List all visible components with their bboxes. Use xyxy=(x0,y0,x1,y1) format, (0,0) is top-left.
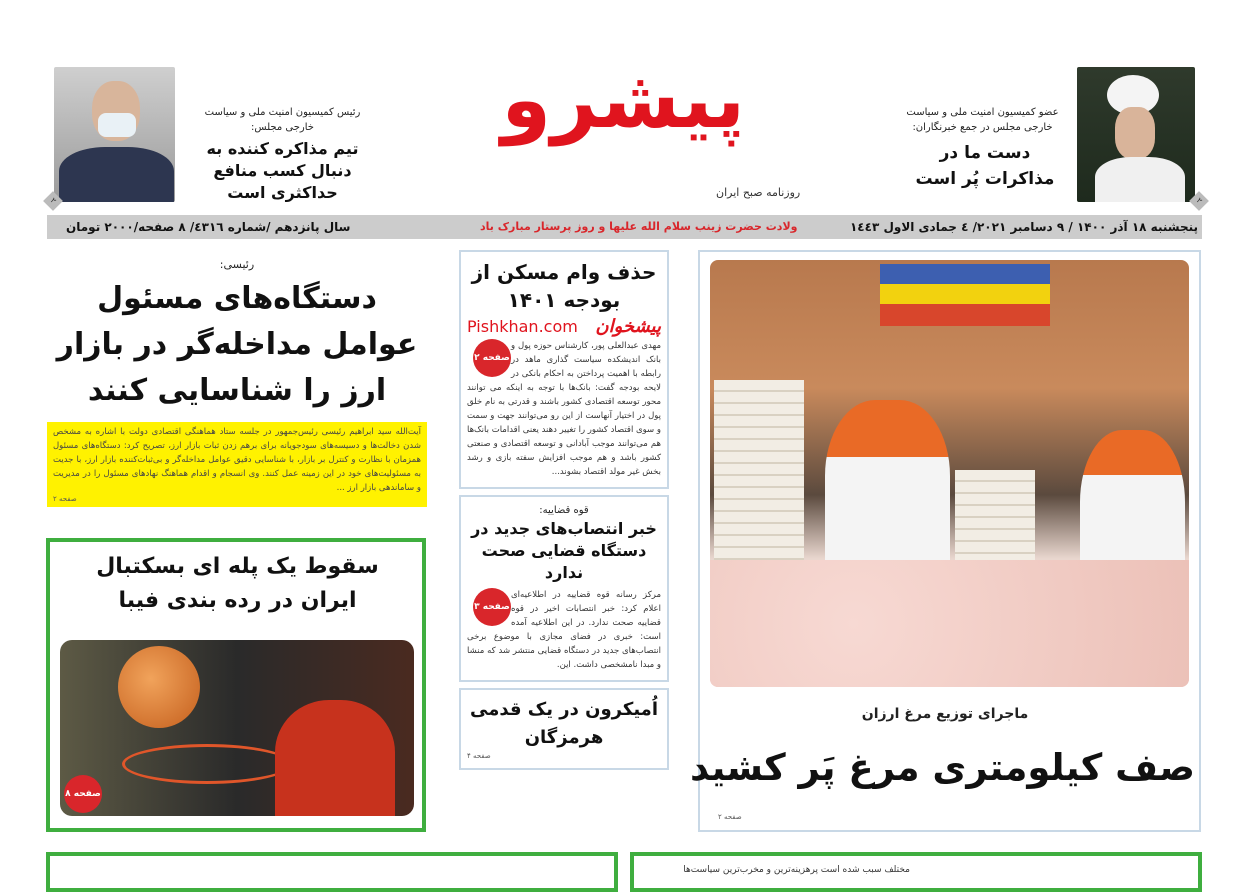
omicron-box xyxy=(459,688,669,770)
housing-loan-box xyxy=(459,250,669,489)
top-left-kicker: رئیس کمیسیون امنیت ملی و سیاست خارجی مجلس: xyxy=(204,107,361,133)
watermark-text: پیشخوان xyxy=(595,316,661,337)
watermark-url: Pishkhan.com xyxy=(467,317,578,336)
basketball-photo xyxy=(60,640,414,816)
lead-page-ref: صفحه ۲ xyxy=(53,495,77,503)
lead-summary-box xyxy=(47,422,427,507)
basketball-headline[interactable]: سقوط یک پله ای بسکتبال ایران در رده بندی فیبا xyxy=(96,554,379,613)
page-badge[interactable]: صفحه ۲ xyxy=(473,339,511,377)
judiciary-headline[interactable]: خبر انتصاب‌های جدید در دستگاه قضایی صحت ندارد xyxy=(471,519,657,582)
tagline: روزنامه صبح ایران xyxy=(716,186,801,199)
judiciary-box xyxy=(459,495,669,682)
page-badge[interactable]: صفحه ۳ xyxy=(473,588,511,626)
bottom-left-story-box xyxy=(46,852,618,892)
chicken-headline[interactable]: صف کیلومتری مرغ پَر کشید xyxy=(690,746,1195,789)
lead-story xyxy=(47,257,427,507)
top-left-headline[interactable]: تیم مذاکره کننده به دنبال کسب منافع حداکثری است xyxy=(206,139,359,202)
page-badge[interactable]: صفحه ۸ xyxy=(64,775,102,813)
lead-kicker: رئیسی: xyxy=(219,258,255,271)
watermark xyxy=(467,316,661,337)
housing-loan-headline[interactable]: حذف وام مسکن از بودجه ۱۴۰۱ xyxy=(471,260,657,312)
chicken-queue-photo xyxy=(710,260,1189,687)
lead-body: آیت‌الله سید ابراهیم رئیسی رئیس‌جمهور در جلسه ستاد هماهنگی اقتصادی دولت با اشاره به مشخص شدن دخالت‌ها و دسیسه‌های سودجویانه برای برهم زدن ثبات بازار ارز، تصریح کرد: دستگاه‌های مسئول همزمان با نظارت و کنترل بر بازار، با شناسایی دقیق عوامل مداخله‌گر و بی‌ثبات‌کننده بازار ارز، با جدیت به مسئولیت‌های خود در این زمینه عمل کنند. وی انسجام و اقدام هماهنگ نهادهای مسئول را در مدیریت و ساماندهی بازار ارز ... xyxy=(53,427,421,493)
cleric-photo xyxy=(1077,67,1195,202)
housing-loan-body: مهدی عبدالعلی پور، کارشناس حوزه پول و بانک اندیشکده سیاست گذاری ماهد در رابطه با اهمیت پرداختن به احکام بانکی در لایحه بودجه گفت: بانک‌ها با توجه به اینکه می توانند محور توسعه اقتصادی کشور باشند و قدرتی به نام خلق پول در اختیار آنهاست از این رو می‌توانند جهت و سمت و سوی اقتصاد کشور را تغییر دهند یعنی اقدامات بانک‌ها هم می‌توانند موجب آبادانی و توسعه اقتصادی و صنعتی کشور باشد و هم موجب افزایش سفته بازی و رشد بخش غیر مولد اقتصاد بشوند... xyxy=(466,341,661,477)
top-right-kicker: عضو کمیسیون امنیت ملی و سیاست خارجی مجلس در جمع خبرنگاران: xyxy=(906,107,1059,133)
newspaper-logo: پیشرو xyxy=(501,53,745,146)
middle-column xyxy=(459,250,669,776)
chicken-kicker: ماجرای توزیع مرغ ارزان xyxy=(861,706,1029,722)
chicken-page-ref: صفحه ۲ xyxy=(718,813,742,821)
occasion: ولادت حضرت زینب سلام الله علیها و روز پرستار مبارک باد xyxy=(480,220,798,233)
page-marker: ۲ xyxy=(43,191,63,211)
judiciary-body: مرکز رسانه قوه قضاییه در اطلاعیه‌ای اعلام کرد: خبر انتصابات اخیر در قوه قضاییه صحت ندارد. در این اطلاعیه آمده است: خبری در فضای مجازی با موضوع برخی انتصاب‌های جدید در دستگاه قضایی منتشر شد که منشا و مبدا نامشخصی داشت. این. xyxy=(467,590,661,670)
omicron-page-ref: صفحه ۴ xyxy=(467,752,491,760)
issue-info: سال پانزدهم /شماره ٤٣١٦/ ۸ صفحه/۲۰۰۰ تومان xyxy=(66,220,351,234)
omicron-headline[interactable]: اُمیکرون در یک قدمی هرمزگان xyxy=(469,699,658,748)
housing-loan-body-wrap xyxy=(467,339,661,479)
official-photo xyxy=(54,67,175,202)
bottom-right-body: مختلف سبب شده است پرهزینه‌ترین و مخرب‌ترین سیاست‌ها xyxy=(683,865,910,875)
top-right-headline[interactable]: دست ما در مذاکرات پُر است xyxy=(915,143,1055,189)
judiciary-body-wrap xyxy=(467,588,661,672)
lead-headline[interactable]: دستگاه‌های مسئول عوامل مداخله‌گر در بازار ارز را شناسایی کنند xyxy=(56,281,418,408)
page-marker: ۲ xyxy=(1189,191,1209,211)
judiciary-kicker: قوه قضاییه: xyxy=(539,505,589,516)
date: پنجشنبه ۱۸ آذر ۱۴۰۰ / ۹ دسامبر ۲۰۲۱/ ٤ جمادی الاول ١٤٤٣ xyxy=(849,220,1198,234)
